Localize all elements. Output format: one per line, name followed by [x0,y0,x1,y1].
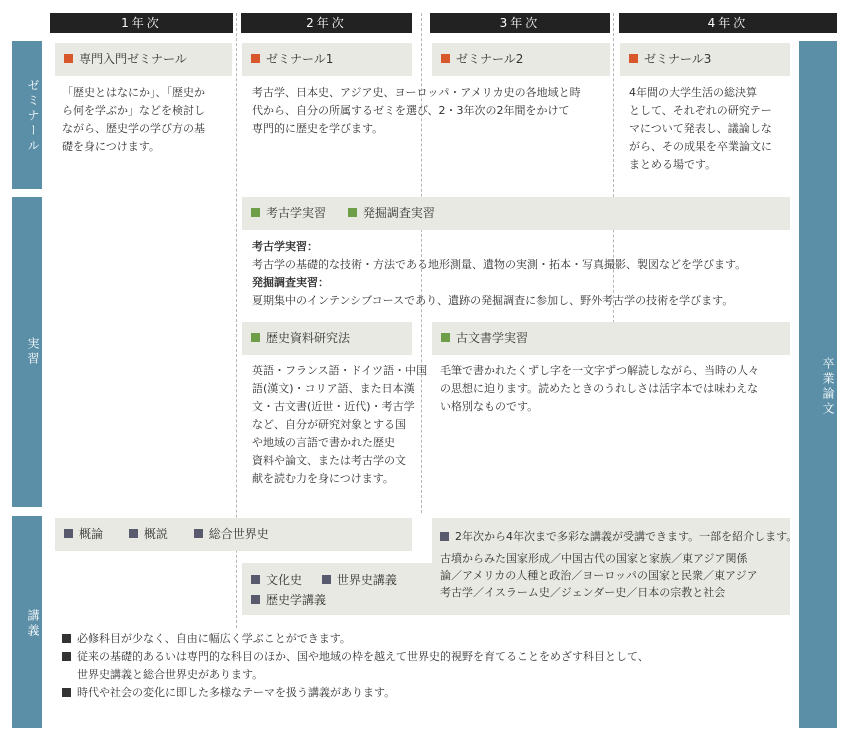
thesis-bar [799,41,837,728]
lecture-marker-icon [322,575,331,584]
lecture-item-4 [251,571,302,588]
lecture-variety-list [440,550,758,601]
lecture-item-1-label: 概論 [79,527,104,541]
row-label-practice-text: 実習 [26,337,40,367]
practice-item-1-label: 考古学実習 [266,206,327,220]
seminar-desc-4-line: マについて発表し、議論しな [629,122,772,135]
row-label-practice [12,197,42,507]
practice-item-2-label: 発掘調査実習 [362,206,435,220]
komonjo-desc-line: 毛筆で書かれたくずし字を一文字ずつ解読しながら、当時の人々 [440,364,759,377]
practice-marker-icon [251,333,260,342]
komonjo-desc-line: い格別なものです。 [440,400,539,413]
seminar-box-3 [432,43,610,76]
lecture-item-4-label: 文化史 [266,573,303,587]
lecture-variety-line: 考古学／イスラーム史／ジェンダー史／日本の宗教と社会 [440,586,726,599]
lecture-item-3 [194,518,269,551]
lecture-item-5-label: 世界史講義 [336,573,397,587]
seminar-desc-4 [629,84,772,174]
practice-item-1 [251,197,326,230]
note-marker-icon [62,634,71,643]
lecture-item-1 [64,518,103,551]
lecture-special-box [242,563,432,615]
lecture-item-3-label: 総合世界史 [208,527,269,541]
thesis-text: 卒業論文 [821,357,835,417]
komonjo-box [432,322,790,355]
history-desc-line: など、自分が研究対象とする国 [252,418,406,431]
seminar-title-4: ゼミナール3 [644,52,712,66]
lecture-marker-icon [129,529,138,538]
practice-desc-line: 考古学の基礎的な技術・方法である地形測量、遺物の実測・拓本・写真撮影、製図などを学びます。 [252,258,747,271]
seminar-desc-4-line: がら、その成果を卒業論文に [629,140,772,153]
note-marker-icon [62,688,71,697]
lecture-note-1 [62,630,649,648]
year-header-2: 2年次 [241,13,412,33]
seminar-desc-4-line: として、それぞれの研究テー [629,104,772,117]
history-desc-line: 文・古文書(近世・近代)・考古学 [252,400,415,413]
practice-marker-icon [441,333,450,342]
seminar-marker-icon [629,54,638,63]
komonjo-desc-line: の思想に迫ります。読めたときのうれしさは活字本では味わえな [440,382,759,395]
year-header-1: 1年次 [50,13,233,33]
practice-description [252,238,746,310]
practice-marker-icon [251,208,260,217]
history-desc-line: 献を読む力を身につけます。 [252,472,394,485]
seminar-marker-icon [64,54,73,63]
seminar-desc-2 [252,84,581,138]
seminar-desc-1-line: 「歴史とはなにか」、「歴史か [62,86,205,99]
lecture-marker-icon [440,532,449,541]
komonjo-title: 古文書学実習 [456,331,529,345]
seminar-box-1 [55,43,232,76]
history-materials-box [242,322,412,355]
lecture-marker-icon [251,575,260,584]
lecture-marker-icon [194,529,203,538]
history-desc-line: 英語・フランス語・ドイツ語・中国 [252,364,428,377]
lecture-item-2 [129,518,168,551]
lecture-marker-icon [251,595,260,604]
lecture-note-2 [62,648,649,666]
seminar-marker-icon [251,54,260,63]
row-label-lecture [12,516,42,728]
lecture-note-1-text: 必修科目が少なく、自由に幅広く学ぶことができます。 [77,632,351,645]
seminar-title-1: 専門入門ゼミナール [79,52,187,66]
seminar-desc-4-line: まとめる場です。 [629,158,717,171]
row-label-seminar-text: ゼミナール [26,79,40,154]
lecture-note-2-cont: 世界史講義と総合世界史があります。 [77,668,264,681]
lecture-variety-line: 論／アメリカの人種と政治／ヨーロッパの国家と民衆／東アジア [440,569,758,582]
history-materials-title: 歴史資料研究法 [266,331,351,345]
seminar-box-4 [620,43,790,76]
seminar-desc-2-line: 考古学、日本史、アジア史、ヨーロッパ・アメリカ史の各地域と時 [252,86,581,99]
seminar-title-2: ゼミナール1 [266,52,334,66]
note-marker-icon [62,652,71,661]
lecture-variety-title-text: 2年次から4年次まで多彩な講義が受講できます。一部を紹介します。 [455,530,798,543]
seminar-desc-1-line: ながら、歴史学の学び方の基 [62,122,205,135]
seminar-desc-2-line: 専門的に歴史を学びます。 [252,122,384,135]
year-header-3: 3年次 [430,13,610,33]
practice-desc-heading: 発掘調査実習： [252,276,329,289]
lecture-item-6-label: 歴史学講義 [266,593,327,607]
lecture-note-3 [62,684,649,702]
lecture-item-2-label: 概説 [143,527,168,541]
seminar-desc-1-line: 礎を身につけます。 [62,140,160,153]
history-desc-line: や地域の言語で書かれた歴史 [252,436,395,449]
lecture-basic-box [55,518,412,551]
seminar-box-2 [242,43,412,76]
history-materials-desc [252,362,427,488]
practice-desc-line: 夏期集中のインテンシブコースであり、遺跡の発掘調査に参加し、野外考古学の技術を学びます。 [252,294,734,307]
seminar-marker-icon [441,54,450,63]
lecture-special-row-1 [251,571,397,588]
lecture-variety-line: 古墳からみた国家形成／中国古代の国家と家族／東アジア関係 [440,552,748,565]
komonjo-desc [440,362,759,416]
lecture-variety-title [440,528,797,544]
seminar-title-3: ゼミナール2 [456,52,524,66]
lecture-notes [62,630,649,702]
row-label-seminar [12,41,42,189]
row-label-lecture-text: 講義 [26,609,40,639]
practice-marker-icon [348,208,357,217]
lecture-variety-box [432,518,798,615]
lecture-marker-icon [64,529,73,538]
lecture-item-5 [322,571,397,588]
seminar-desc-4-line: 4年間の大学生活の総決算 [629,86,757,99]
seminar-desc-1-line: ら何を学ぶか」などを検討し [62,104,205,117]
seminar-desc-2-line: 代から、自分の所属するゼミを選び、2・3年次の2年間をかけて [252,104,570,117]
year-header-4: 4年次 [619,13,837,33]
practice-item-2 [348,197,435,230]
lecture-note-3-text: 時代や社会の変化に即した多様なテーマを扱う講義があります。 [77,686,396,699]
practice-desc-heading: 考古学実習： [252,240,318,253]
lecture-special-row-2 [251,591,326,608]
history-desc-line: 語(漢文)・コリア語、また日本漢 [252,382,415,395]
lecture-note-2-text: 従来の基礎的あるいは専門的な科目のほか、国や地域の枠を越えて世界史的視野を育てることをめざす科目として、 [77,650,649,663]
practice-header-box [242,197,790,230]
history-desc-line: 資料や論文、または考古学の文 [252,454,406,467]
seminar-desc-1 [62,84,205,156]
